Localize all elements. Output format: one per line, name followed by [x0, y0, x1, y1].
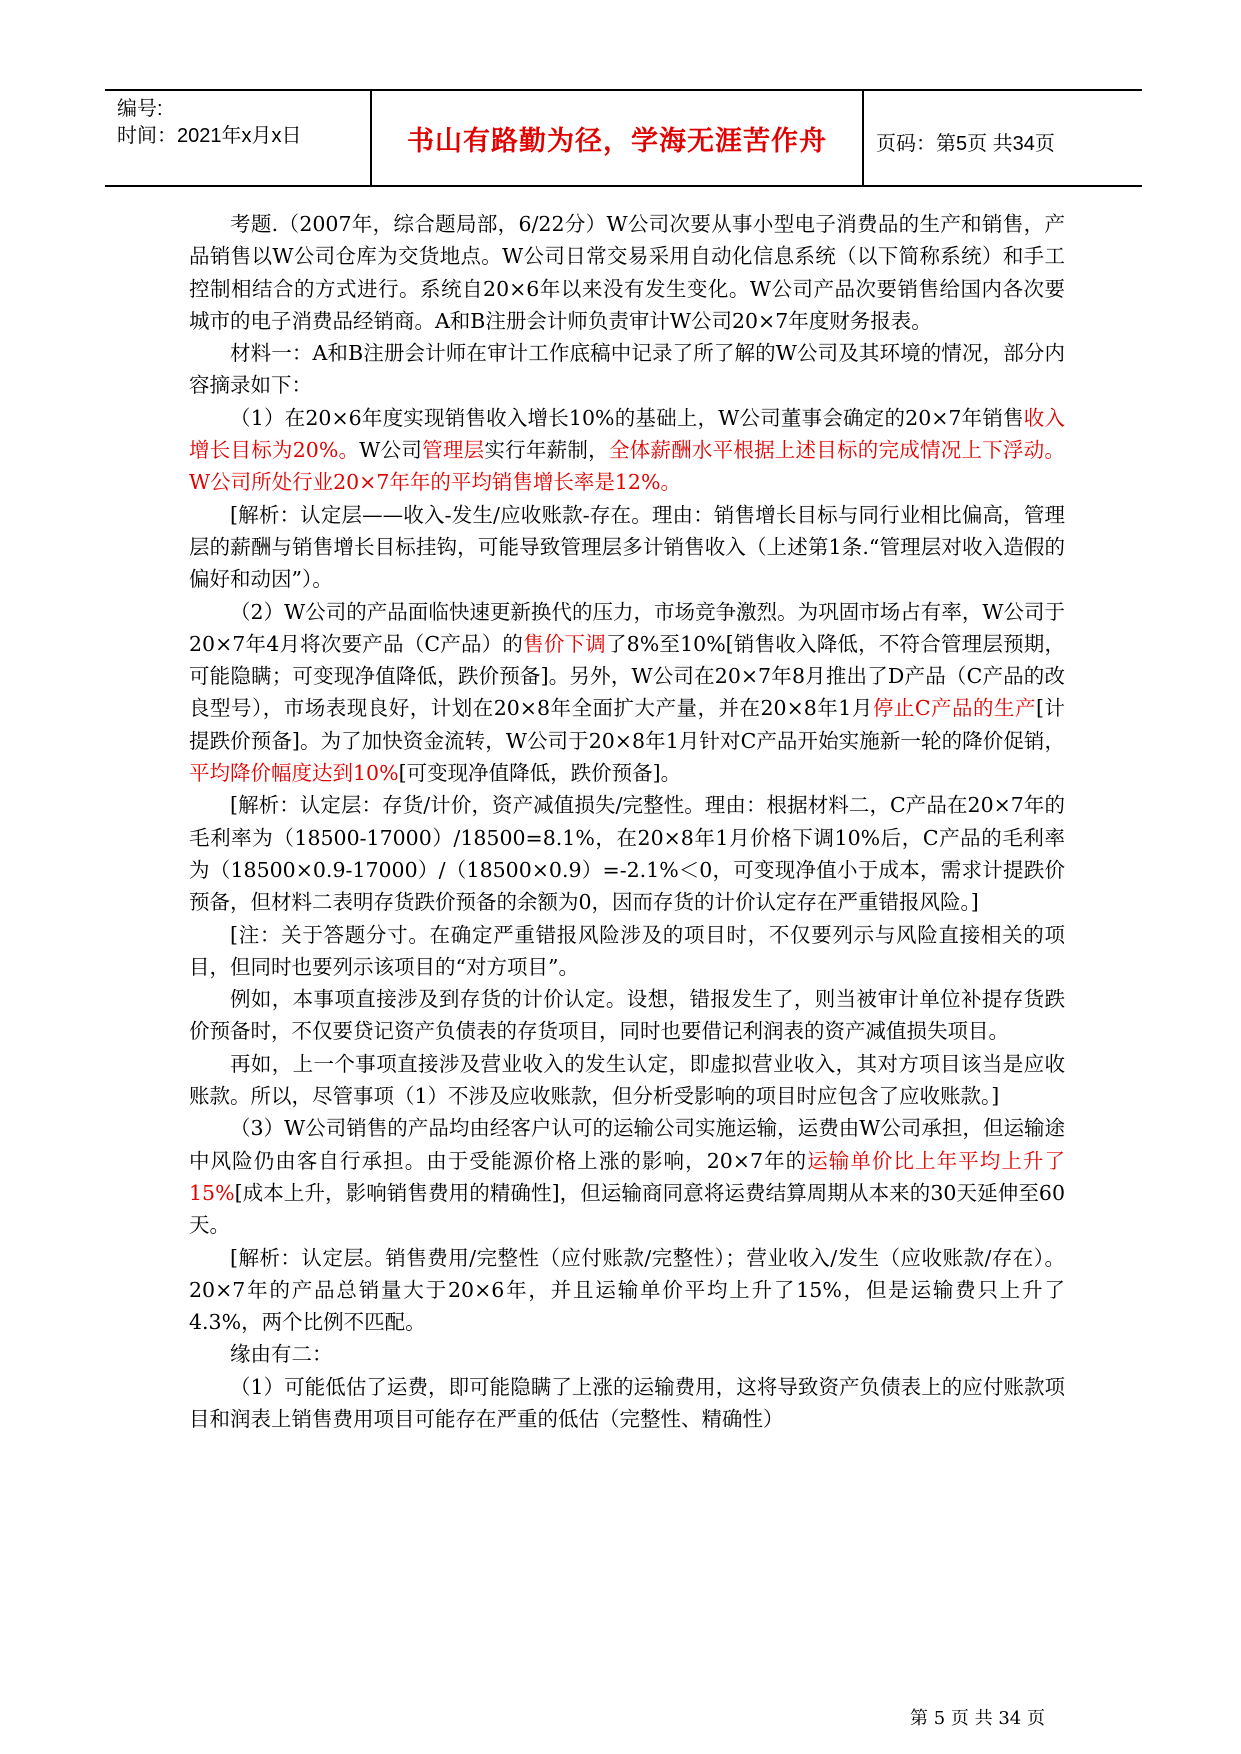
- highlight-text: 管理层: [422, 438, 485, 463]
- highlight-text: 平均降价幅度达到10%: [189, 761, 399, 786]
- highlight-text: 停止C产品的生产: [872, 696, 1037, 721]
- paragraph-analysis-1: [解析：认定层——收入-发生/应收账款-存在。理由：销售增长目标与同行业相比偏高，管理层的薪酬与销售增长目标挂钩，可能导致管理层多计销售收入（上述第1条.“管理层对收入造假的偏好和动因”）。: [189, 502, 1065, 592]
- header-middle-cell: [372, 91, 864, 185]
- paragraph-item-2: [189, 596, 1065, 790]
- text-run: （3）W公司销售的产品均由经客户认可的运输公司实施运输，运费由W公司承担，但运输途中风险仍由客自行承担。由于受能源价格上涨的影响，20×7年的: [189, 1116, 1065, 1173]
- text-run: （1）在20×6年度实现销售收入增长10%的基础上，W公司董事会确定的20×7年销售: [230, 405, 1024, 430]
- highlight-text: 全体薪酬水平根据上述目标的完成情况上下浮动。W公司所处行业20×7年年的平均销售增长率是12%。: [189, 438, 1066, 495]
- paragraph-item-3: [189, 1112, 1065, 1241]
- paragraph-question: 考题.（2007年，综合题局部，6/22分）W公司次要从事小型电子消费品的生产和销售，产品销售以W公司仓库为交货地点。W公司日常交易采用自动化信息系统（以下简称系统）和手工控制相结合的方式进行。系统自20×6年以来没有发生变化。W公司产品次要销售给国内各次要城市的电子消费品经销商。A和B注册会计师负责审计W公司20×7年度财务报表。: [189, 212, 1065, 333]
- text-run: 了8%至10%[销售收入降低，不符合管理层预期，可能隐瞒；可变现净值降低，跌价预备]。另外，W公司在20×7年8月推出了D产品（C产品的改良型号），市场表现良好，计划在20×8年全面扩大产量，并在20×8年1月: [189, 631, 1065, 721]
- header-page-code: 页码：第5页 共34页: [876, 133, 1055, 155]
- text-run: [成本上升，影响销售费用的精确性]，但运输商同意将运费结算周期从本来的30天延伸至60天。: [189, 1180, 1065, 1238]
- paragraph-material-one: 材料一：A和B注册会计师在审计工作底稿中记录了所了解的W公司及其环境的情况，部分内容摘录如下：: [189, 341, 1065, 398]
- document-number-label: 编号:: [117, 98, 163, 120]
- header-motto: 书山有路勤为径，学海无涯苦作舟: [407, 126, 827, 157]
- highlight-text: 售价下调: [523, 631, 606, 656]
- highlight-text: 收入增长目标为20%。: [189, 405, 1066, 463]
- paragraph-note: [注：关于答题分寸。在确定严重错报风险涉及的项目时，不仅要列示与风险直接相关的项目，但同时也要列示该项目的“对方项目”。: [189, 922, 1065, 979]
- document-body: [189, 208, 1065, 1435]
- header-right-cell: [864, 91, 1142, 185]
- paragraph-analysis-3: [解析：认定层。销售费用/完整性（应付账款/完整性）；营业收入/发生（应收账款/存在）。20×7年的产品总销量大于20×6年，并且运输单价平均上升了15%，但是运输费只上升了4.3%，两个比例不匹配。: [189, 1245, 1065, 1335]
- text-run: [可变现净值降低，跌价预备]。: [398, 761, 682, 786]
- text-run: 实行年薪制，: [484, 438, 609, 463]
- header-left-cell: [105, 91, 372, 185]
- page-header: [105, 89, 1142, 187]
- text-run: （2）W公司的产品面临快速更新换代的压力，市场竞争激烈。为巩固市场占有率，W公司于20×7年4月将次要产品（C产品）的: [189, 599, 1065, 656]
- text-run: [计提跌价预备]。为了加快资金流转，W公司于20×8年1月针对C产品开始实施新一轮的降价促销，: [189, 696, 1066, 753]
- page-footer: 第 5 页 共 34 页: [910, 1708, 1045, 1729]
- paragraph-example-2: 再如，上一个事项直接涉及营业收入的发生认定，即虚拟营业收入，其对方项目该当是应收账款。所以，尽管事项（1）不涉及应收账款，但分析受影响的项目时应包含了应收账款。]: [189, 1051, 1065, 1109]
- paragraph-reason-1: （1）可能低估了运费，即可能隐瞒了上涨的运输费用，这将导致资产负债表上的应付账款项目和润表上销售费用项目可能存在严重的低估（完整性、精确性）: [189, 1374, 1065, 1431]
- highlight-text: 运输单价比上年平均上升了15%: [189, 1148, 1065, 1205]
- paragraph-analysis-2: [解析：认定层：存货/计价，资产减值损失/完整性。理由：根据材料二，C产品在20×7年的毛利率为（18500-17000）/18500=8.1%，在20×8年1月价格下调10%后，C产品的毛利率为（18500×0.9-17000）/（18500×0.9）=-2.1%＜0，可变现净值小于成本，需求计提跌价预备，但材料二表明存货跌价预备的余额为0，因而存货的计价认定存在严重错报风险。]: [189, 793, 1065, 915]
- paragraph-reasons: 缘由有二：: [230, 1342, 333, 1367]
- text-run: W公司: [359, 438, 423, 463]
- paragraph-example-1: 例如，本事项直接涉及到存货的计价认定。设想，错报发生了，则当被审计单位补提存货跌价预备时，不仅要贷记资产负债表的存货项目，同时也要借记利润表的资产减值损失项目。: [189, 987, 1065, 1044]
- paragraph-item-1: [189, 402, 1065, 499]
- document-time: 时间：2021年x月x日: [117, 125, 302, 147]
